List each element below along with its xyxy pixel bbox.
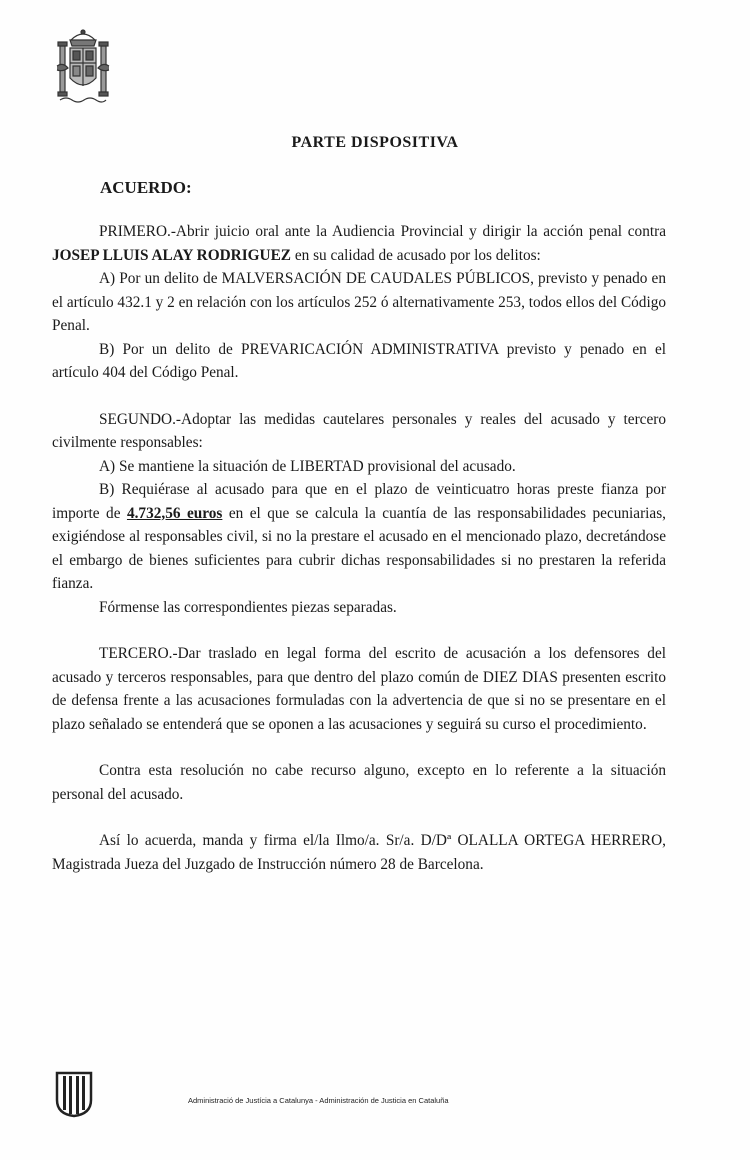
- primero-paragraph: [52, 220, 666, 267]
- tercero-lead: TERCERO.: [99, 645, 173, 662]
- segundo-text: -Adoptar las medidas cautelares personales y reales del acusado y tercero civilmente responsables:: [52, 410, 666, 451]
- primero-item-b: B) Por un delito de PREVARICACIÓN ADMINISTRATIVA previsto y penado en el artículo 404 del Código Penal.: [52, 340, 666, 381]
- catalonia-arms-icon: [54, 1070, 94, 1118]
- defendant-name: JOSEP LLUIS ALAY RODRIGUEZ: [52, 246, 292, 264]
- tercero-paragraph: [52, 642, 666, 736]
- segundo-closing: Fórmense las correspondientes piezas separadas.: [99, 598, 397, 616]
- footer-administration: Administració de Justícia a Catalunya - Administración de Justicia en Cataluña: [188, 1096, 449, 1105]
- primero-item-a: A) Por un delito de MALVERSACIÓN DE CAUDALES PÚBLICOS, previsto y penado en el artículo 432.1 y 2 en relación con los artículos 252 ó alternativamente 253, todos ellos del Código Penal.: [52, 270, 666, 334]
- segundo-paragraph: [52, 408, 666, 455]
- segundo-lead: SEGUNDO.: [99, 410, 176, 428]
- document-subheading: ACUERDO:: [100, 178, 192, 197]
- recurso-paragraph: Contra esta resolución no cabe recurso alguno, excepto en lo referente a la situación personal del acusado.: [52, 762, 666, 803]
- tercero-text: -Dar traslado en legal forma del escrito de acusación a los defensores del acusado y terceros responsables, para que dentro del plazo común de DIEZ DIAS presenten escrito de defensa frente a las acusaciones formuladas con la advertencia de que si no se presentare en el plazo señalado se entenderá que se oponen a las acusaciones y seguirá su curso el procedimiento.: [52, 645, 666, 733]
- document-body: [52, 220, 666, 876]
- bail-amount: 4.732,56 euros: [126, 504, 223, 522]
- spacer: [52, 385, 666, 408]
- segundo-item-a: A) Se mantiene la situación de LIBERTAD provisional del acusado.: [99, 457, 516, 475]
- primero-text-b: en su calidad de acusado por los delitos:: [291, 246, 541, 264]
- segundo-item-b: [52, 478, 666, 596]
- primero-lead: PRIMERO.: [99, 223, 171, 240]
- spacer: [52, 736, 666, 759]
- spain-coat-of-arms-icon: [56, 26, 110, 106]
- segundo-item-b-end: en el que se calcula la cuantía de las responsabilidades pecuniarias, exigiéndose al responsables civil, si no la prestare el acusado en el mencionado plazo, decretándose el embargo de bienes suficientes para cubrir dichas responsabilidades si no prestaren la referida fianza.: [52, 504, 666, 592]
- document-heading: PARTE DISPOSITIVA: [291, 134, 459, 151]
- spacer: [52, 619, 666, 642]
- spacer: [52, 806, 666, 829]
- segundo-item-b-start: B) Requiérase al acusado para que en el plazo de veinticuatro horas preste fianza por importe de: [52, 481, 666, 522]
- primero-text-a: -Abrir juicio oral ante la Audiencia Provincial y dirigir la acción penal contra: [170, 223, 666, 240]
- firma-paragraph: Así lo acuerda, manda y firma el/la Ilmo/a. Sr/a. D/Dª OLALLA ORTEGA HERRERO, Magistrada Jueza del Juzgado de Instrucción número 28 de Barcelona.: [52, 832, 666, 873]
